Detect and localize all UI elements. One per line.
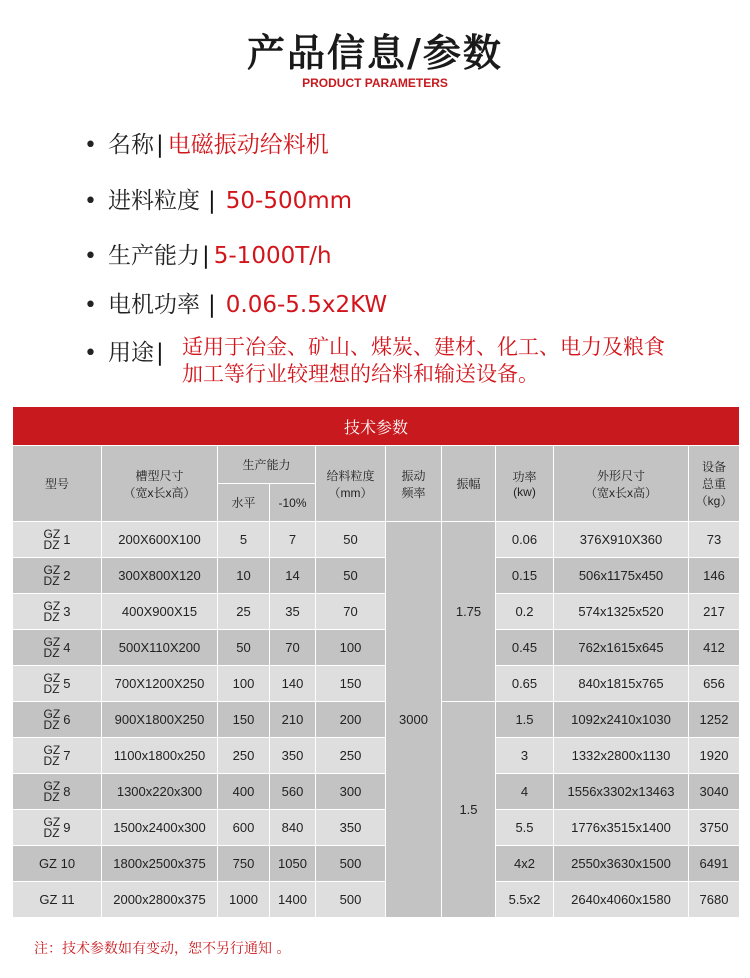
info-value: 0.06-5.5x2KW <box>225 292 388 318</box>
minus10-cell: 840 <box>270 810 316 846</box>
model-cell: GZ DZ 3 <box>13 594 102 630</box>
weight-cell: 656 <box>689 666 740 702</box>
horizontal-cell: 750 <box>218 846 270 882</box>
amplitude-cell: 1.75 <box>442 522 496 702</box>
weight-cell: 6491 <box>689 846 740 882</box>
trough-cell: 300X800X120 <box>102 558 218 594</box>
table-row <box>13 558 740 594</box>
model-cell: GZ 11 <box>13 882 102 918</box>
particle-cell: 50 <box>316 558 386 594</box>
horizontal-cell: 100 <box>218 666 270 702</box>
trough-cell: 1800x2500x375 <box>102 846 218 882</box>
model-cell: GZ DZ 7 <box>13 738 102 774</box>
particle-cell: 500 <box>316 846 386 882</box>
separator: | <box>156 340 164 366</box>
horizontal-cell: 1000 <box>218 882 270 918</box>
separator: | <box>202 243 210 269</box>
model-cell: GZ DZ 8 <box>13 774 102 810</box>
particle-cell: 150 <box>316 666 386 702</box>
model-cell: GZ DZ 6 <box>13 702 102 738</box>
horizontal-cell: 10 <box>218 558 270 594</box>
model-cell: GZ 10 <box>13 846 102 882</box>
dimensions-cell: 2550x3630x1500 <box>554 846 689 882</box>
weight-cell: 7680 <box>689 882 740 918</box>
dimensions-cell: 840x1815x765 <box>554 666 689 702</box>
particle-cell: 300 <box>316 774 386 810</box>
info-motor-power <box>84 286 387 319</box>
model-cell: GZ DZ 5 <box>13 666 102 702</box>
table-row <box>13 702 740 738</box>
dimensions-cell: 2640x4060x1580 <box>554 882 689 918</box>
header-power: 功率 (kw) <box>496 446 554 522</box>
table-row <box>13 738 740 774</box>
footnote: 注：技术参数如有变动，恕不另行通知 。 <box>34 941 291 957</box>
weight-cell: 1252 <box>689 702 740 738</box>
dimensions-cell: 762x1615x645 <box>554 630 689 666</box>
amplitude-cell: 1.5 <box>442 702 496 918</box>
dimensions-cell: 506x1175x450 <box>554 558 689 594</box>
model-cell: GZ DZ 1 <box>13 522 102 558</box>
trough-cell: 2000x2800x375 <box>102 882 218 918</box>
horizontal-cell: 5 <box>218 522 270 558</box>
header-dimensions: 外形尺寸 （宽x长x高） <box>554 446 689 522</box>
bullet-icon: • <box>84 189 97 214</box>
minus10-cell: 70 <box>270 630 316 666</box>
model-cell: GZ DZ 9 <box>13 810 102 846</box>
weight-cell: 217 <box>689 594 740 630</box>
info-value: 电磁振动给料机 <box>167 132 329 158</box>
model-cell: GZ DZ 4 <box>13 630 102 666</box>
header-weight: 设备 总重 （kg） <box>689 446 740 522</box>
dimensions-cell: 376X910X360 <box>554 522 689 558</box>
particle-cell: 100 <box>316 630 386 666</box>
power-cell: 0.06 <box>496 522 554 558</box>
header-model: 型号 <box>13 446 102 522</box>
table-row <box>13 594 740 630</box>
weight-cell: 3750 <box>689 810 740 846</box>
trough-cell: 1500x2400x300 <box>102 810 218 846</box>
header-minus10: -10% <box>270 484 316 522</box>
particle-cell: 250 <box>316 738 386 774</box>
horizontal-cell: 600 <box>218 810 270 846</box>
info-label: 名称 <box>108 132 154 158</box>
minus10-cell: 210 <box>270 702 316 738</box>
trough-cell: 500X110X200 <box>102 630 218 666</box>
minus10-cell: 350 <box>270 738 316 774</box>
spec-table <box>12 406 739 918</box>
table-row <box>13 630 740 666</box>
info-name <box>84 126 329 159</box>
particle-cell: 50 <box>316 522 386 558</box>
minus10-cell: 1050 <box>270 846 316 882</box>
particle-cell: 350 <box>316 810 386 846</box>
bullet-icon: • <box>84 244 97 269</box>
minus10-cell: 14 <box>270 558 316 594</box>
table-row <box>13 846 740 882</box>
bullet-icon: • <box>84 341 97 366</box>
info-label: 生产能力 <box>108 243 200 269</box>
trough-cell: 1100x1800x250 <box>102 738 218 774</box>
trough-cell: 900X1800X250 <box>102 702 218 738</box>
weight-cell: 146 <box>689 558 740 594</box>
header-capacity: 生产能力 <box>218 446 316 484</box>
info-label: 电机功率 <box>108 292 200 318</box>
power-cell: 5.5x2 <box>496 882 554 918</box>
header-horizontal: 水平 <box>218 484 270 522</box>
info-usage <box>84 334 168 367</box>
dimensions-cell: 1092x2410x1030 <box>554 702 689 738</box>
separator: | <box>156 132 164 158</box>
page-title: 产品信息/参数 <box>247 31 503 75</box>
bullet-icon: • <box>84 133 97 158</box>
horizontal-cell: 50 <box>218 630 270 666</box>
weight-cell: 73 <box>689 522 740 558</box>
horizontal-cell: 25 <box>218 594 270 630</box>
particle-cell: 200 <box>316 702 386 738</box>
dimensions-cell: 1776x3515x1400 <box>554 810 689 846</box>
power-cell: 1.5 <box>496 702 554 738</box>
power-cell: 0.65 <box>496 666 554 702</box>
weight-cell: 1920 <box>689 738 740 774</box>
power-cell: 3 <box>496 738 554 774</box>
info-value: 50-500mm <box>225 188 353 214</box>
minus10-cell: 7 <box>270 522 316 558</box>
info-value: 5-1000T/h <box>213 243 332 269</box>
trough-cell: 700X1200X250 <box>102 666 218 702</box>
horizontal-cell: 150 <box>218 702 270 738</box>
header-particle: 给料粒度 （mm） <box>316 446 386 522</box>
separator: | <box>208 188 216 214</box>
info-feed-size <box>84 182 352 215</box>
trough-cell: 1300x220x300 <box>102 774 218 810</box>
info-label: 进料粒度 <box>108 188 200 214</box>
particle-cell: 500 <box>316 882 386 918</box>
minus10-cell: 35 <box>270 594 316 630</box>
trough-cell: 400X900X15 <box>102 594 218 630</box>
frequency-cell: 3000 <box>386 522 442 918</box>
info-usage-value-line2: 加工等行业较理想的给料和输送设备。 <box>182 362 539 386</box>
power-cell: 4x2 <box>496 846 554 882</box>
power-cell: 0.15 <box>496 558 554 594</box>
model-cell: GZ DZ 2 <box>13 558 102 594</box>
table-caption: 技术参数 <box>13 407 740 446</box>
power-cell: 4 <box>496 774 554 810</box>
table-row <box>13 522 740 558</box>
particle-cell: 70 <box>316 594 386 630</box>
header-trough: 槽型尺寸 （宽x长x高） <box>102 446 218 522</box>
horizontal-cell: 250 <box>218 738 270 774</box>
power-cell: 5.5 <box>496 810 554 846</box>
horizontal-cell: 400 <box>218 774 270 810</box>
bullet-icon: • <box>84 293 97 318</box>
table-row <box>13 666 740 702</box>
dimensions-cell: 574x1325x520 <box>554 594 689 630</box>
table-row <box>13 774 740 810</box>
page-subtitle: PRODUCT PARAMETERS <box>302 76 448 90</box>
info-capacity <box>84 237 332 270</box>
minus10-cell: 560 <box>270 774 316 810</box>
table-row <box>13 882 740 918</box>
header-frequency: 振动 频率 <box>386 446 442 522</box>
info-label: 用途 <box>108 340 154 366</box>
dimensions-cell: 1332x2800x1130 <box>554 738 689 774</box>
separator: | <box>208 292 216 318</box>
minus10-cell: 1400 <box>270 882 316 918</box>
weight-cell: 3040 <box>689 774 740 810</box>
header-amplitude: 振幅 <box>442 446 496 522</box>
power-cell: 0.45 <box>496 630 554 666</box>
power-cell: 0.2 <box>496 594 554 630</box>
weight-cell: 412 <box>689 630 740 666</box>
info-usage-value: 适用于冶金、矿山、煤炭、建材、化工、电力及粮食 <box>182 335 665 359</box>
minus10-cell: 140 <box>270 666 316 702</box>
table-row <box>13 810 740 846</box>
trough-cell: 200X600X100 <box>102 522 218 558</box>
dimensions-cell: 1556x3302x13463 <box>554 774 689 810</box>
